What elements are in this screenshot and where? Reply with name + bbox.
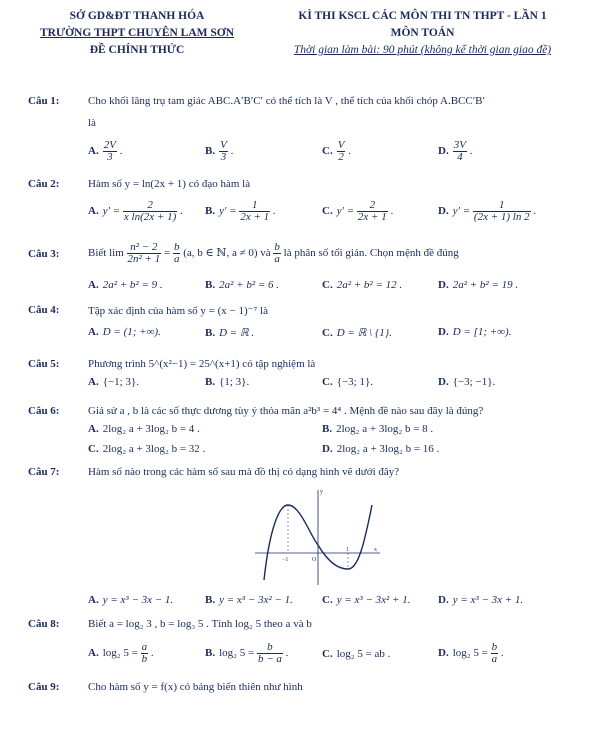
header-left: [22, 8, 252, 59]
q4-option-d[interactable]: D. D = [1; +∞).: [438, 326, 512, 338]
cubic-graph: [250, 485, 390, 590]
q2-option-c[interactable]: C. y′ = $\frac{2}{2x + 1}$ .: [322, 199, 394, 223]
question-text: Cho hàm số y = f(x) có bảng biến thiên như hình: [88, 681, 303, 693]
dept-name: SỞ GD&ĐT THANH HÓA: [69, 10, 205, 22]
question-text: Biết lim $\frac{\text{n² − 2}}{\text{2n² + 1}}$ = $\frac{b}{a}$ (a, b ∈ ℕ, a ≠ 0) và $\frac{b}{a}$ là phân số tối giản. Chọn mệnh đề đúng: [88, 241, 459, 265]
q1-option-b[interactable]: B. $\frac{V}{3}$ .: [205, 139, 234, 163]
official-label: ĐỀ CHÍNH THỨC: [89, 44, 185, 56]
q3-option-c[interactable]: C. 2a² + b² = 12 .: [322, 279, 403, 291]
question-label: Câu 2:: [28, 178, 60, 190]
q8-option-b[interactable]: B. log₂ 5 = $\frac{b}{b - a}$ .: [205, 641, 289, 665]
origin-label: O: [312, 557, 317, 563]
q7-option-b[interactable]: B. y = x³ − 3x² − 1.: [205, 594, 293, 606]
question-label: Câu 1:: [28, 95, 60, 107]
time-note: Thời gian làm bài: 90 phút (không kể thời gian giao đề): [293, 44, 552, 56]
q5-option-a[interactable]: A. {−1; 3}.: [88, 376, 140, 388]
q6-option-d[interactable]: D. 2log₂ a + 3log₂ b = 16 .: [322, 443, 440, 455]
q5-option-d[interactable]: D. {−3; −1}.: [438, 376, 496, 388]
question-text: Giả sử a , b là các số thực dương tùy ý thỏa mãn a²b³ = 4⁴ . Mệnh đề nào sau đây là đúng?: [88, 405, 484, 417]
question-text: Cho khối lăng trụ tam giác ABC.A′B′C′ có thể tích là V , thể tích của khối chóp A.BCC′B′: [88, 95, 485, 107]
question-text: Phương trình 5^(x²−1) = 25^(x+1) có tập nghiệm là: [88, 358, 316, 370]
q1-option-a[interactable]: A. $\frac{2V}{3}$ .: [88, 139, 123, 163]
question-label: Câu 6:: [28, 405, 60, 417]
question-label: Câu 5:: [28, 358, 60, 370]
q3-option-b[interactable]: B. 2a² + b² = 6 .: [205, 279, 280, 291]
school-name: TRƯỜNG THPT CHUYÊN LAM SƠN: [39, 27, 235, 39]
q3-option-a[interactable]: A. 2a² + b² = 9 .: [88, 279, 163, 291]
q7-option-c[interactable]: C. y = x³ − 3x² + 1.: [322, 594, 411, 606]
question-label: Câu 3:: [28, 248, 60, 260]
question-label: Câu 9:: [28, 681, 60, 693]
tick-label: −1: [282, 557, 289, 563]
question-label: Câu 4:: [28, 304, 60, 316]
question-label: Câu 7:: [28, 466, 60, 478]
x-label: x: [374, 547, 377, 553]
q2-option-a[interactable]: A. y′ = $\frac{2}{\text{x ln(2x + 1)}}$ .: [88, 199, 183, 223]
q8-option-c[interactable]: C. log₂ 5 = ab .: [322, 648, 391, 660]
q5-option-c[interactable]: C. {−3; 1}.: [322, 376, 374, 388]
q1-option-d[interactable]: D. $\frac{3V}{4}$ .: [438, 139, 473, 163]
question-label: Câu 8:: [28, 618, 60, 630]
tick-label: 1: [346, 547, 349, 553]
q1-option-c[interactable]: C. $\frac{V}{2}$ .: [322, 139, 351, 163]
question-text: Hàm số nào trong các hàm số sau mà đồ thị có dạng hình vẽ dưới đây?: [88, 466, 400, 478]
q8-option-d[interactable]: D. log₂ 5 = $\frac{b}{a}$ .: [438, 641, 504, 665]
question-text: Biết a = log₂ 3 , b = log₃ 5 . Tính log₂ 5 theo a và b: [88, 618, 312, 630]
q4-option-a[interactable]: A. D = (1; +∞).: [88, 326, 161, 338]
q2-option-b[interactable]: B. y′ = $\frac{1}{2x + 1}$ .: [205, 199, 276, 223]
q5-option-b[interactable]: B. {1; 3}.: [205, 376, 250, 388]
q6-option-c[interactable]: C. 2log₂ a + 3log₂ b = 32 .: [88, 443, 206, 455]
q7-option-d[interactable]: D. y = x³ − 3x + 1.: [438, 594, 524, 606]
question-text: Hàm số y = ln(2x + 1) có đạo hàm là: [88, 178, 251, 190]
y-label: y: [320, 489, 323, 495]
q4-option-c[interactable]: C. D = ℝ \ {1}.: [322, 327, 392, 339]
q4-option-b[interactable]: B. D = ℝ .: [205, 327, 255, 339]
subject-title: MÔN TOÁN: [390, 27, 455, 39]
header-right: [270, 8, 575, 59]
q3-option-d[interactable]: D. 2a² + b² = 19 .: [438, 279, 519, 291]
q7-option-a[interactable]: A. y = x³ − 3x − 1.: [88, 594, 174, 606]
q6-option-a[interactable]: A. 2log₂ a + 3log₂ b = 4 .: [88, 423, 200, 435]
question-text: Tập xác định của hàm số y = (x − 1)⁻⁷ là: [88, 305, 268, 317]
exam-title: KÌ THI KSCL CÁC MÔN THI TN THPT - LẦN 1: [298, 10, 547, 22]
q6-option-b[interactable]: B. 2log₂ a + 3log₂ b = 8 .: [322, 423, 434, 435]
q8-option-a[interactable]: A. log₂ 5 = $\frac{a}{b}$ .: [88, 641, 154, 665]
q2-option-d[interactable]: D. y′ = $\frac{1}{(2x + 1) \ln 2}$ .: [438, 199, 537, 223]
question-text-cont: là: [88, 117, 96, 129]
